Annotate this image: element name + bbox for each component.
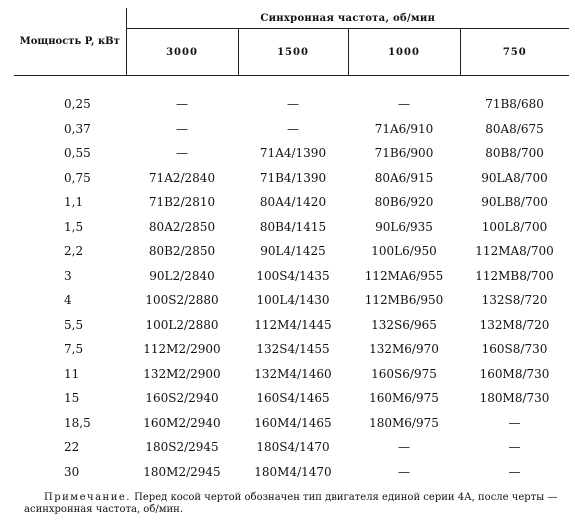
motor-type-cell: 71B4/1390 (259, 170, 327, 185)
power-cell: 18,5 (64, 415, 91, 430)
motor-type-cell: — (287, 97, 299, 112)
motor-type-cell: 112MB8/700 (475, 268, 554, 283)
motor-type-cell: 132M2/2900 (143, 366, 221, 381)
motor-type-cell: 90L6/935 (375, 219, 433, 234)
motor-type-cell: 132S6/965 (371, 317, 437, 332)
motor-type-cell: 71A4/1390 (259, 146, 327, 161)
motor-type-cell: — (398, 97, 410, 112)
motor-type-cell: 180M4/1470 (254, 464, 332, 479)
power-cell: 5,5 (64, 317, 84, 332)
table-row (14, 362, 569, 387)
motor-type-cell: 80A4/1420 (259, 195, 327, 210)
motor-type-cell: 112M2/2900 (143, 342, 221, 357)
motor-type-cell: 100L4/1430 (256, 293, 330, 308)
table-row (14, 435, 569, 460)
speed-header-750: 750 (460, 29, 569, 76)
footnote-lead: Примечание. (44, 492, 131, 503)
motor-type-cell: — (398, 440, 410, 455)
power-cell: 2,2 (64, 244, 84, 259)
motor-type-cell: 90L4/1425 (260, 244, 326, 259)
power-cell: 3 (64, 268, 72, 283)
motor-type-cell: 80A6/915 (374, 170, 434, 185)
motor-type-cell: 80B8/700 (485, 146, 544, 161)
motor-type-cell: 71B8/680 (485, 97, 544, 112)
speed-header-3000: 3000 (126, 29, 238, 76)
motor-type-cell: — (508, 464, 521, 479)
motor-type-cell: 90LA8/700 (481, 170, 548, 185)
table-row (14, 337, 569, 362)
motor-type-cell: 71A2/2840 (148, 170, 216, 185)
motor-type-cell: 180S4/1470 (256, 440, 330, 455)
motor-type-cell: — (398, 464, 410, 479)
motor-type-cell: 132S8/720 (481, 293, 548, 308)
motor-type-cell: 71B6/900 (374, 146, 434, 161)
motor-type-cell: 160S6/975 (371, 366, 437, 381)
motor-type-cell: 112MA8/700 (475, 244, 554, 259)
table-row (14, 92, 569, 117)
motor-type-cell: 80A8/675 (485, 121, 544, 136)
speed-header-1500: 1500 (238, 29, 348, 76)
motor-type-cell: 80B2/2850 (148, 244, 216, 259)
table-row (14, 141, 569, 166)
power-cell: 0,25 (64, 97, 91, 112)
motor-type-cell: 100L2/2880 (145, 317, 219, 332)
motor-type-cell: 112MA6/955 (364, 268, 444, 283)
motor-type-cell: 160M2/2940 (143, 415, 221, 430)
table-row (14, 166, 569, 191)
power-column-header: Мощность P, кВт (14, 8, 126, 76)
footnote (24, 492, 569, 516)
motor-type-cell: 132S4/1455 (256, 342, 330, 357)
table-body (14, 92, 569, 484)
power-cell: 4 (64, 293, 72, 308)
motor-type-cell: 160M6/975 (369, 391, 439, 406)
footnote-text: Перед косой чертой обозначен тип двигателя единой серии 4А, после черты — асинхронная частота, об/мин. (24, 492, 558, 515)
power-cell: 11 (64, 366, 80, 381)
motor-type-cell: 90LB8/700 (481, 195, 548, 210)
motor-type-cell: — (287, 121, 299, 136)
table-row (14, 313, 569, 338)
motor-type-cell: 100S4/1435 (256, 268, 330, 283)
motor-type-cell: 180M2/2945 (143, 464, 221, 479)
power-cell: 22 (64, 440, 80, 455)
motor-type-cell: 160M8/730 (479, 366, 550, 381)
table-row (14, 239, 569, 264)
motor-type-cell: 132M4/1460 (254, 366, 332, 381)
motor-type-cell: 132M8/720 (479, 317, 550, 332)
motor-type-cell: 90L2/2840 (149, 268, 215, 283)
table-row (14, 117, 569, 142)
motor-type-cell: 160M4/1465 (254, 415, 332, 430)
motor-type-cell: 160S2/2940 (145, 391, 219, 406)
table-header (14, 8, 569, 76)
power-cell: 0,55 (64, 146, 91, 161)
motor-type-cell: 100L8/700 (481, 219, 548, 234)
power-cell: 1,5 (64, 219, 84, 234)
motor-type-cell: 132M6/970 (369, 342, 439, 357)
motor-type-cell: 160S8/730 (481, 342, 548, 357)
motor-type-cell: 80B4/1415 (259, 219, 327, 234)
header-spacer (14, 76, 569, 93)
motor-type-cell: 100L6/950 (371, 244, 437, 259)
synchronous-speed-header: Синхронная частота, об/мин (126, 8, 569, 29)
power-cell: 7,5 (64, 342, 84, 357)
motor-type-cell: — (508, 440, 521, 455)
motor-type-cell: 180M8/730 (479, 391, 550, 406)
motor-type-cell: 80B6/920 (374, 195, 434, 210)
motor-type-cell: 71A6/910 (374, 121, 434, 136)
motor-type-cell: 71B2/2810 (148, 195, 216, 210)
table-row (14, 288, 569, 313)
table-row (14, 264, 569, 289)
motor-type-cell: 160S4/1465 (256, 391, 330, 406)
motor-type-cell: — (508, 415, 521, 430)
power-cell: 1,1 (64, 195, 84, 210)
power-cell: 15 (64, 391, 80, 406)
motor-type-cell: 180M6/975 (369, 415, 439, 430)
motor-type-cell: 100S2/2880 (145, 293, 219, 308)
power-cell: 0,37 (64, 121, 91, 136)
table-row (14, 215, 569, 240)
power-cell: 30 (64, 464, 80, 479)
motor-type-cell: 80A2/2850 (148, 219, 216, 234)
table-row (14, 460, 569, 485)
motor-type-cell: 180S2/2945 (145, 440, 219, 455)
motor-type-cell: — (176, 97, 188, 112)
motor-type-cell: — (176, 146, 188, 161)
table-row (14, 190, 569, 215)
table-row (14, 386, 569, 411)
motor-type-cell: — (176, 121, 188, 136)
table-row (14, 411, 569, 436)
speed-header-1000: 1000 (348, 29, 460, 76)
power-cell: 0,75 (64, 170, 91, 185)
motor-selection-table (14, 8, 569, 484)
motor-type-cell: 112MB6/950 (364, 293, 444, 308)
motor-type-cell: 112M4/1445 (254, 317, 332, 332)
